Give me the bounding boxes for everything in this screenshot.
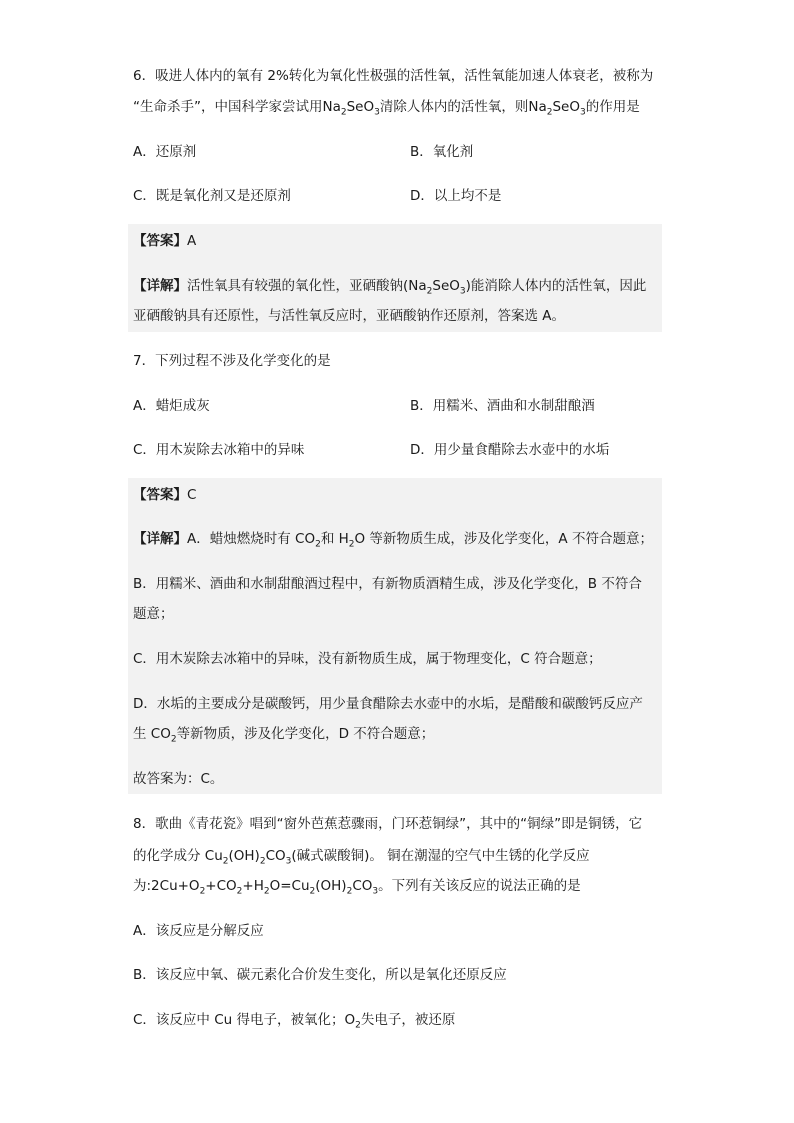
q6-option-c: C．既是氧化剂又是还原剂 (133, 188, 291, 204)
q7-detail-a: 【详解】A．蜡烛燃烧时有 $CO_2$和 $H_2O$ 等新物质生成，涉及化学变化，A 不符合题意； (133, 531, 653, 550)
q8-option-b: B．该反应中氧、碳元素化合价发生变化，所以是氧化还原反应 (133, 967, 507, 983)
q8-option-a: A．该反应是分解反应 (133, 923, 264, 939)
q6-stem-line1: 6．吸进人体内的氧有 2%转化为氧化性极强的活性氧，活性氧能加速人体衰老，被称为 (133, 68, 654, 84)
q7-conclusion: 故答案为：C。 (133, 771, 224, 787)
q7-option-b: B．用糯米、酒曲和水制甜酿酒 (410, 398, 595, 414)
q6-detail-line2: 亚硒酸钠具有还原性，与活性氧反应时，亚硒酸钠作还原剂，答案选 A。 (133, 308, 566, 324)
q7-stem: 7．下列过程不涉及化学变化的是 (133, 353, 331, 369)
q7-answer: 【答案】C (133, 487, 197, 503)
q7-detail-b-line1: B．用糯米、酒曲和水制甜酿酒过程中，有新物质酒精生成，涉及化学变化，B 不符合 (133, 576, 642, 592)
q7-detail-d-line2: 生 $CO_2$等新物质，涉及化学变化，D 不符合题意； (133, 726, 435, 745)
q7-option-d: D．用少量食醋除去水壶中的水垢 (410, 442, 610, 458)
q6-option-b: B．氧化剂 (410, 144, 474, 160)
q6-option-d: D．以上均不是 (410, 188, 502, 204)
q6-answer: 【答案】A (133, 233, 197, 249)
q6-detail-line1: 【详解】活性氧具有较强的氧化性，亚硒酸钠$(Na_2SeO_3)$能消除人体内的活性氧，因此 (133, 278, 647, 297)
q8-stem-line2: 的化学成分 $Cu_2(OH)_2CO_3$(碱式碳酸铜)。 铜在潮湿的空气中生锈的化学反应 (133, 848, 590, 867)
q7-option-c: C．用木炭除去冰箱中的异味 (133, 442, 305, 458)
q7-detail-d-line1: D．水垢的主要成分是碳酸钙，用少量食醋除去水壶中的水垢，是醋酸和碳酸钙反应产 (133, 696, 643, 712)
q6-stem-line2: “生命杀手”，中国科学家尝试用$Na_2SeO_3$清除人体内的活性氧，则$Na_2SeO_3$的作用是 (133, 99, 640, 118)
q8-stem-line1: 8．歌曲《青花瓷》唱到“窗外芭蕉惹骤雨，门环惹铜绿”，其中的“铜绿”即是铜锈，它 (133, 816, 643, 832)
answer-box-q7 (128, 478, 662, 794)
q8-option-c: C．该反应中 Cu 得电子，被氧化；$O_2$失电子，被还原 (133, 1012, 456, 1031)
q7-option-a: A．蜡炬成灰 (133, 398, 210, 414)
q7-detail-b-line2: 题意； (133, 606, 174, 622)
q8-stem-line3: 为$:2Cu+O_2+CO_2+H_2O=Cu_2(OH)_2CO_3$。下列有关该反应的说法正确的是 (133, 878, 581, 897)
q7-detail-c: C．用木炭除去冰箱中的异味，没有新物质生成，属于物理变化，C 符合题意； (133, 651, 602, 667)
q6-option-a: A．还原剂 (133, 144, 197, 160)
